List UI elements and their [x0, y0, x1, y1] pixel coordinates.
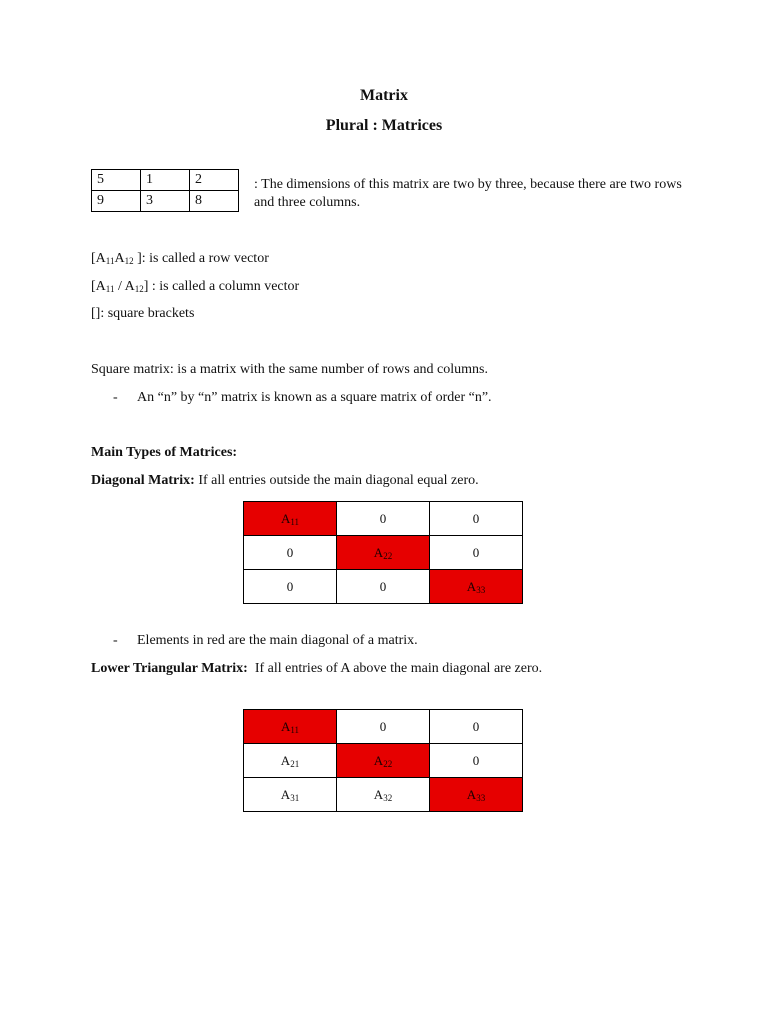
diagonal-note-bullet [113, 633, 418, 649]
lower-triangular-table [243, 709, 523, 812]
row-vector-close: ]: is called a row vector [133, 251, 269, 266]
bullet-dash: - [113, 390, 118, 405]
column-vector-sub-2: 12 [134, 284, 144, 294]
matrix-cell: 9 [92, 191, 141, 212]
row-vector-mid: A [114, 251, 125, 266]
row-vector-definition [91, 251, 269, 267]
square-matrix-bullet [113, 390, 492, 406]
lower-triangular-label: Lower Triangular Matrix: [91, 661, 248, 676]
lower-triangular-definition [91, 661, 542, 677]
column-vector-sub-1: 11 [105, 284, 115, 294]
matrix-row [244, 502, 523, 536]
matrix-cell-diagonal: $A_{22}$ [337, 744, 430, 778]
bullet-dash: - [113, 633, 118, 648]
matrix-row [92, 170, 239, 191]
matrix-cell: 0 [244, 570, 337, 604]
matrix-row [244, 778, 523, 812]
matrix-cell-diagonal: $A_{22}$ [337, 536, 430, 570]
matrix-cell: 0 [430, 744, 523, 778]
column-vector-open: [A [91, 279, 106, 294]
matrix-cell: 8 [190, 191, 239, 212]
matrix-cell: $A_{31}$ [244, 778, 337, 812]
matrix-cell-diagonal: $A_{33}$ [430, 570, 523, 604]
matrix-cell: 2 [190, 170, 239, 191]
lower-triangular-text: If all entries of A above the main diagonal are zero. [247, 661, 543, 676]
matrix-cell: $A_{21}$ [244, 744, 337, 778]
diagonal-matrix-table [243, 501, 523, 604]
square-brackets-definition: []: square brackets [91, 306, 195, 321]
matrix-row [244, 536, 523, 570]
example-matrix-description: : The dimensions of this matrix are two by three, because there are two rows and three columns. [254, 177, 682, 210]
matrix-cell: 0 [337, 502, 430, 536]
page-subtitle: Plural : Matrices [325, 117, 443, 134]
matrix-cell: 3 [141, 191, 190, 212]
types-heading-text: Main Types of Matrices: [91, 445, 238, 460]
matrix-cell: 0 [337, 570, 430, 604]
matrix-row [244, 744, 523, 778]
matrix-cell: 1 [141, 170, 190, 191]
row-vector-sub-2: 12 [124, 256, 134, 266]
types-heading [91, 445, 237, 461]
page-title: Matrix [360, 87, 408, 104]
example-matrix [91, 169, 239, 212]
matrix-row [244, 570, 523, 604]
column-vector-definition [91, 279, 299, 295]
square-matrix-definition: Square matrix: is a matrix with the same number of rows and columns. [91, 362, 488, 377]
bullet-text: An “n” by “n” matrix is known as a square matrix of order “n”. [137, 390, 492, 405]
matrix-cell: 0 [244, 536, 337, 570]
matrix-cell: 0 [430, 502, 523, 536]
diagonal-matrix-definition [91, 473, 479, 489]
matrix-cell: $A_{32}$ [337, 778, 430, 812]
row-vector-open: [A [91, 251, 106, 266]
matrix-cell: 0 [430, 536, 523, 570]
column-vector-close: ] : is called a column vector [143, 279, 300, 294]
matrix-cell-diagonal: $A_{33}$ [430, 778, 523, 812]
matrix-cell-diagonal: $A_{11}$ [244, 710, 337, 744]
matrix-cell: 0 [430, 710, 523, 744]
matrix-cell: 5 [92, 170, 141, 191]
matrix-row [92, 191, 239, 212]
diagonal-matrix-label: Diagonal Matrix: [91, 473, 195, 488]
row-vector-sub-1: 11 [105, 256, 115, 266]
diagonal-matrix-text: If all entries outside the main diagonal equal zero. [194, 473, 479, 488]
bullet-text: Elements in red are the main diagonal of a matrix. [137, 633, 418, 648]
column-vector-mid: / A [114, 279, 135, 294]
matrix-row [244, 710, 523, 744]
matrix-cell: 0 [337, 710, 430, 744]
matrix-cell-diagonal: $A_{11}$ [244, 502, 337, 536]
